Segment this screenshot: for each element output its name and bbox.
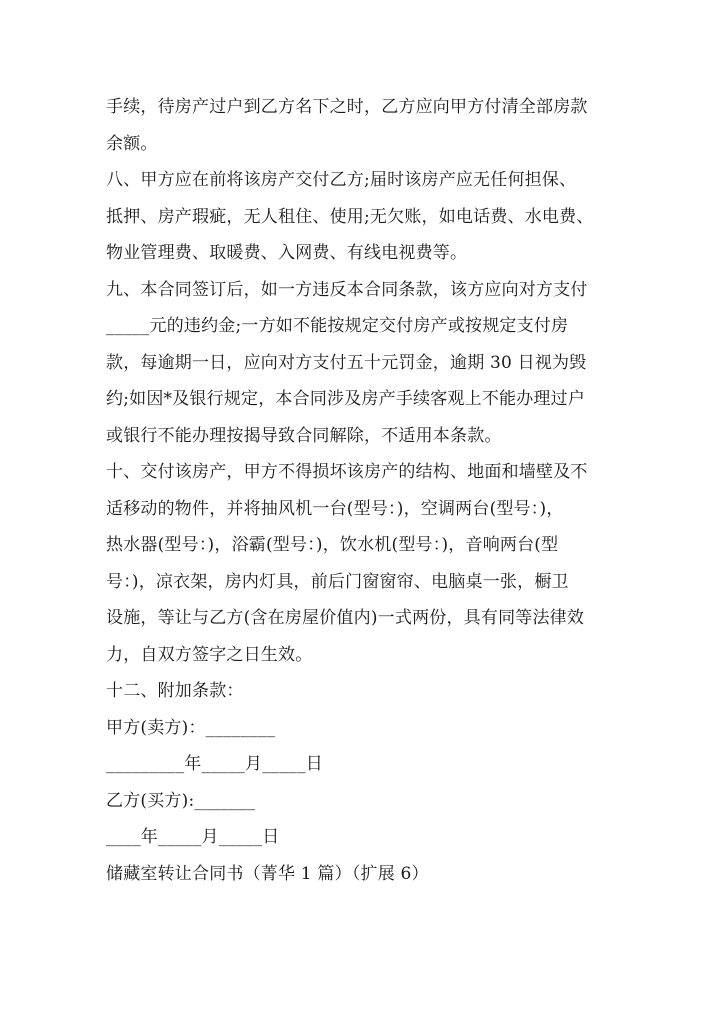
text-line: 款，每逾期一日，应向对方支付五十元罚金，逾期 30 日视为毁 <box>106 352 587 373</box>
text-line: 力，自双方签字之日生效。 <box>106 644 313 665</box>
text-line: 适移动的物件，并将抽风机一台(型号：)，空调两台(型号：)， <box>106 498 564 519</box>
text-line: 约;如因*及银行规定，本合同涉及房产手续客观上不能办理过户 <box>106 389 586 409</box>
text-line: 抵押、房产瑕疵，无人租住、使用;无欠账，如电话费、水电费、 <box>106 206 594 227</box>
text-line: 热水器(型号：)，浴霸(型号：)，饮水机(型号：)，音响两台(型 <box>106 535 559 555</box>
clause-9-line: 九、本合同签订后，如一方违反本合同条款，该方应向对方支付 <box>106 279 588 300</box>
clause-10-line: 十、交付该房产，甲方不得损坏该房产的结构、地面和墙壁及不 <box>106 462 588 482</box>
text-line: 号：)，凉衣架，房内灯具，前后门窗窗帘、电脑桌一张，橱卫 <box>106 571 569 592</box>
party-a-signature-line: 甲方(卖方)：________ <box>106 717 276 738</box>
document-title-line: 储藏室转让合同书（菁华 1 篇）（扩展 6） <box>106 863 429 884</box>
text-line: 物业管理费、取暖费、入网费、有线电视费等。 <box>106 243 468 263</box>
party-b-signature-line: 乙方(买方):_______ <box>106 790 256 811</box>
text-line: 设施，等让与乙方(含在房屋价值内)一式两份，具有同等法律效 <box>106 608 585 628</box>
clause-12-heading: 十二、附加条款： <box>106 681 244 701</box>
party-b-date-line: ____年_____月_____日 <box>106 827 280 847</box>
document-body <box>106 89 626 892</box>
text-line: 或银行不能办理按揭导致合同解除，不适用本条款。 <box>106 425 502 446</box>
text-line: 手续，待房产过户到乙方名下之时，乙方应向甲方付清全部房款 <box>106 97 588 117</box>
text-line: _____元的违约金;一方如不能按规定交付房产或按规定支付房 <box>106 316 569 336</box>
text-line: 余额。 <box>106 133 158 154</box>
party-a-date-line: _________年_____月_____日 <box>106 754 323 774</box>
clause-8-line: 八、甲方应在前将该房产交付乙方;届时该房产应无任何担保、 <box>106 170 577 190</box>
